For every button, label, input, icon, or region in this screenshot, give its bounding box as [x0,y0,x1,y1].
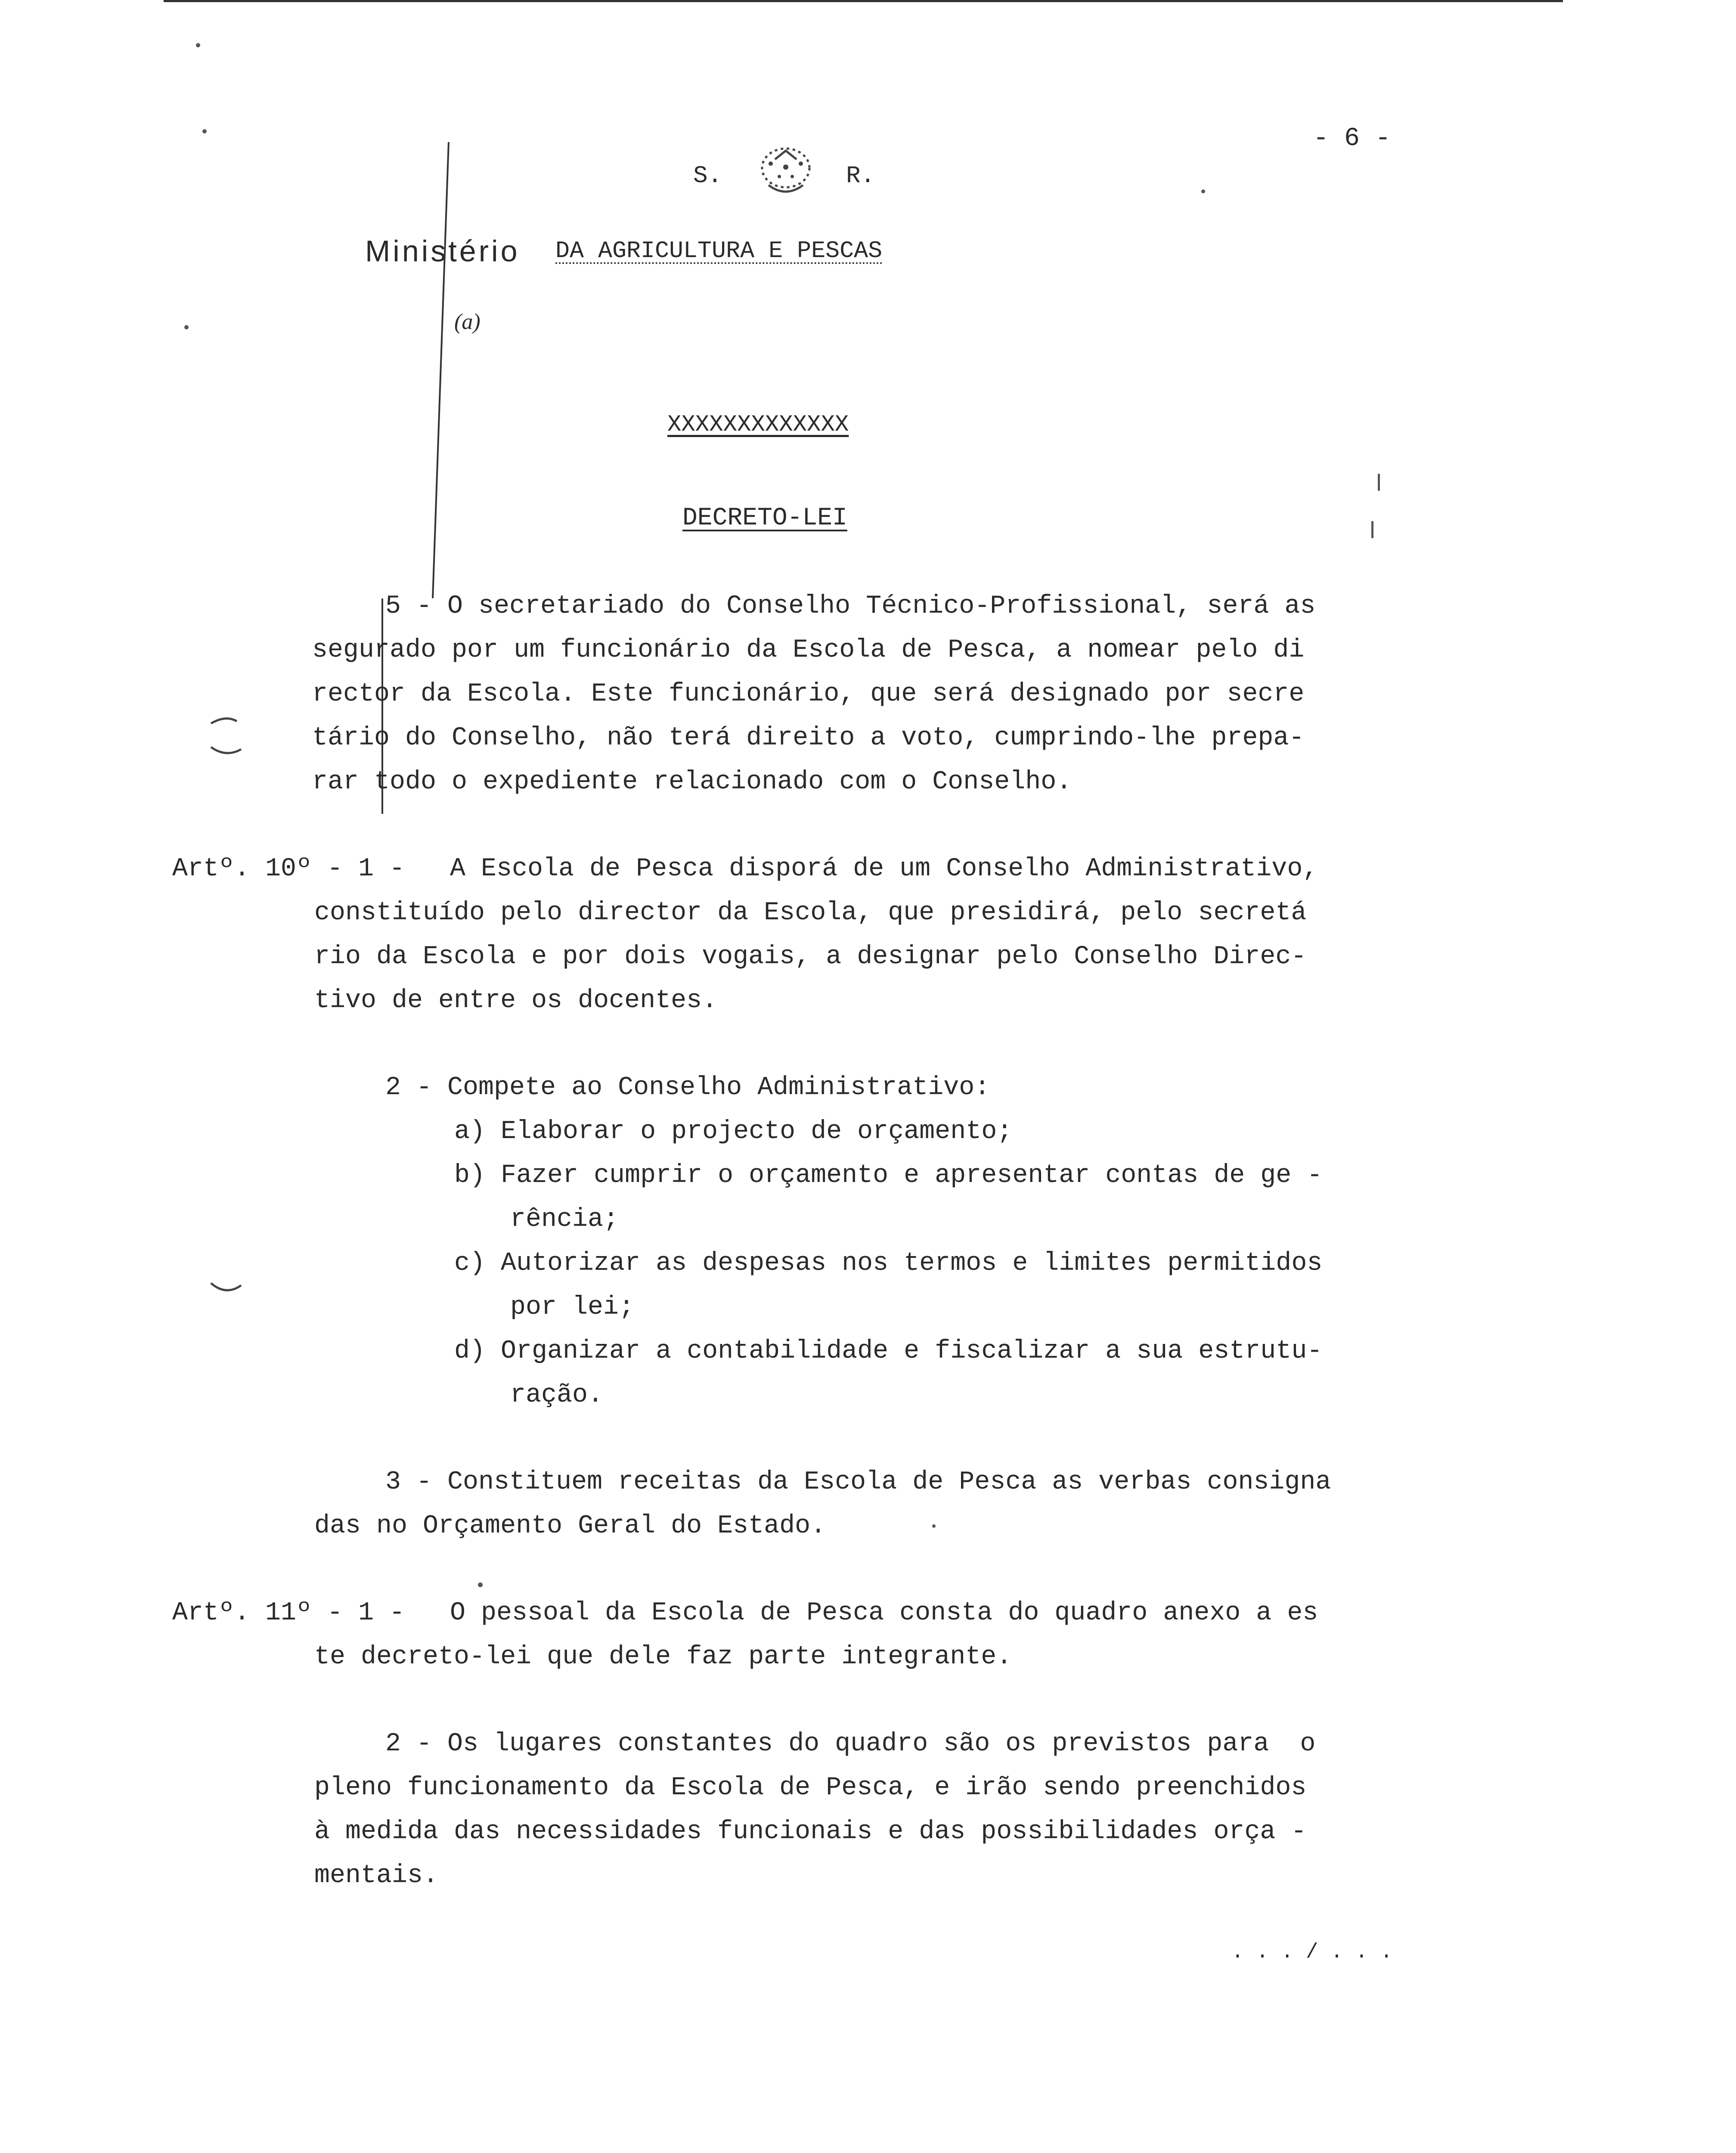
margin-punch-mark-lower [207,1275,245,1300]
article-11-label: Artº. 11º - 1 - [172,1598,405,1628]
article-10-line-2: constituído pelo director da Escola, que presidirá, pelo secretá [314,898,1307,928]
scan-speck [202,129,207,133]
scan-speck [1371,521,1373,538]
paragraph-5-line-3: rector da Escola. Este funcionário, que será designado por secre [312,679,1305,709]
paragraph-5-line-2: segurado por um funcionário da Escola de Pesca, a nomear pelo di [312,636,1305,665]
article-10-item-c: c) Autorizar as despesas nos termos e limites permitidos [454,1249,1323,1278]
ministry-name: DA AGRICULTURA E PESCAS [555,237,883,264]
article-11-line-2: te decreto-lei que dele faz parte integrante. [314,1642,1012,1672]
article-10-line-4: tivo de entre os docentes. [314,986,718,1015]
seal-left-text: S. [693,162,722,189]
coat-of-arms-seal [745,133,827,202]
scan-speck [478,1582,483,1587]
article-10-item-b: b) Fazer cumprir o orçamento e apresentar contas de ge - [454,1161,1323,1190]
page-number: - 6 - [1313,124,1391,153]
scan-speck [1201,189,1205,193]
article-10-label: Artº. 10º - 1 - [172,854,405,884]
continuation-mark: . . . / . . . [1231,1941,1393,1964]
scan-speck [932,1524,936,1528]
article-10-paragraph-3-line-1: 3 - Constituem receitas da Escola de Pesca as verbas consigna [385,1467,1331,1497]
article-10-line-1: A Escola de Pesca disporá de um Conselho Administrativo, [450,854,1318,884]
handwritten-note: (a) [454,310,480,334]
document-type-heading: DECRETO-LEI [682,504,847,532]
article-10-item-b-cont: rência; [510,1205,619,1234]
scan-speck [184,325,189,329]
article-11-paragraph-2-line-1: 2 - Os lugares constantes do quadro são os previstos para o [385,1729,1316,1759]
margin-punch-mark-upper [207,715,245,762]
top-border-line [164,0,1563,2]
seal-right-text: R. [846,162,875,189]
article-11-paragraph-2-line-2: pleno funcionamento da Escola de Pesca, e irão sendo preenchidos [314,1773,1307,1802]
scan-speck [1378,474,1380,491]
article-10-paragraph-3-line-2: das no Orçamento Geral do Estado. [314,1511,826,1541]
article-11-paragraph-2-line-3: à medida das necessidades funcionais e das possibilidades orça - [314,1817,1307,1846]
struck-heading: XXXXXXXXXXXXX [667,412,849,438]
margin-vertical-line [432,142,450,598]
article-11-line-1: O pessoal da Escola de Pesca consta do quadro anexo a es [450,1598,1318,1628]
article-11-paragraph-2-line-4: mentais. [314,1861,439,1890]
article-10-item-a: a) Elaborar o projecto de orçamento; [454,1117,1013,1146]
paragraph-5-line-1: 5 - O secretariado do Conselho Técnico-Profissional, será as [385,592,1316,621]
ministry-prefix: Ministério [365,234,520,268]
paragraph-5-line-4: tário do Conselho, não terá direito a voto, cumprindo-lhe prepa- [312,723,1305,753]
article-10-paragraph-2-intro: 2 - Compete ao Conselho Administrativo: [385,1073,990,1102]
scan-speck [196,43,200,47]
article-10-line-3: rio da Escola e por dois vogais, a designar pelo Conselho Direc- [314,942,1307,971]
article-10-item-d-cont: ração. [510,1381,604,1410]
article-10-item-c-cont: por lei; [510,1293,635,1322]
article-10-item-d: d) Organizar a contabilidade e fiscalizar a sua estrutu- [454,1337,1323,1366]
paragraph-5-line-5: rar todo o expediente relacionado com o Conselho. [312,767,1072,797]
